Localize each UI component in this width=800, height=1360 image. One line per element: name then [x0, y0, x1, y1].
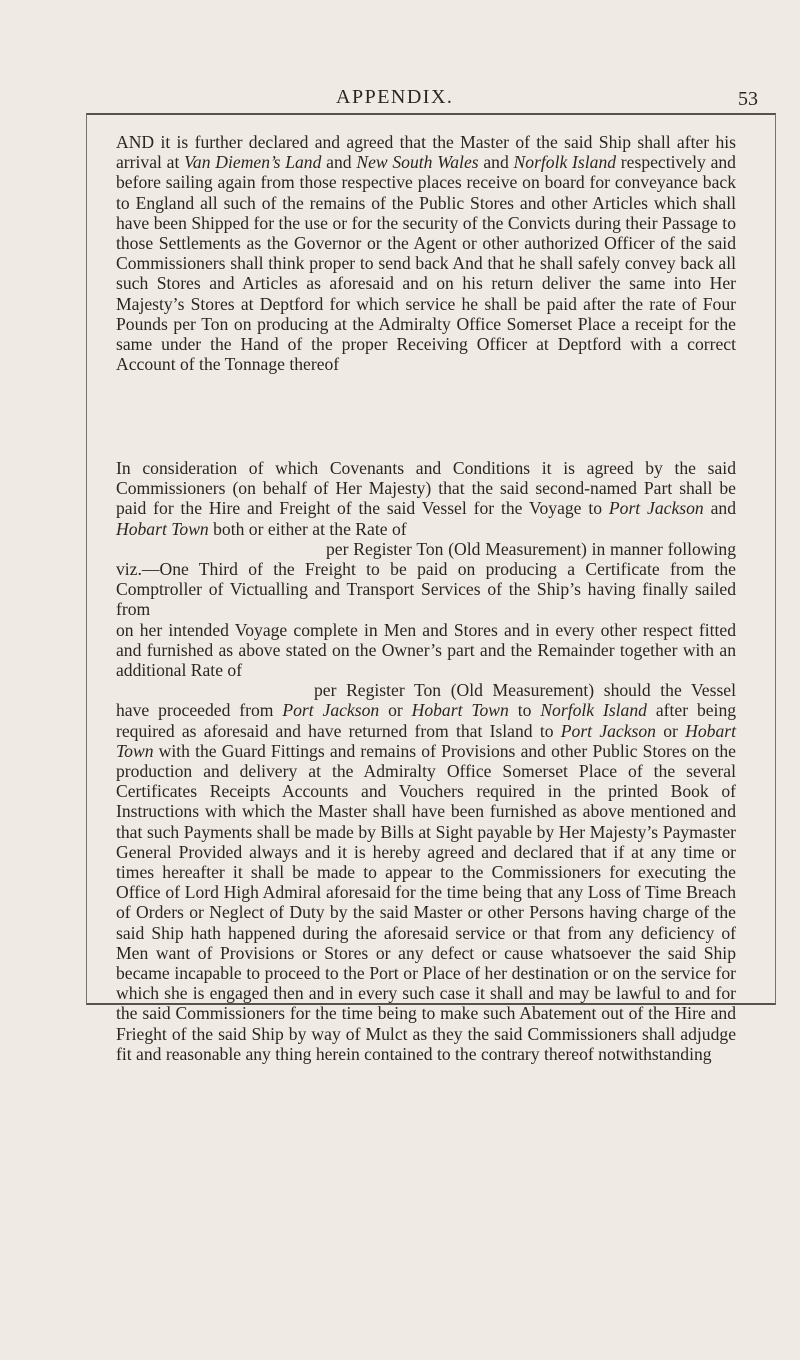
page-number: 53 — [738, 88, 758, 110]
paragraph-consideration-payment — [116, 458, 736, 1064]
text-segment: with the Guard Fittings and remains of Provisions and other Public Stores on the production and delivery at the Admiralty Office Somerset Place of the several Certificates Receipts Accounts and Vouchers required in the printed Book of Instructions with which the Master shall have been furnished as above mentioned and that such Payments shall be made by Bills at Sight payable by Her Majesty’s Paymaster General Provided always and it is hereby agreed and declared that if at any time or times hereafter it shall be made to appear to the Commissioners for executing the Office of Lord High Admiral aforesaid for the time being that any Loss of Time Breach of Orders or Neglect of Duty by the said Master or other Persons having charge of the said Ship hath happened during the aforesaid service or that from any deficiency of Men want of Provisions or Stores or any defect or cause whatsoever the said Ship became incapable to proceed to the Port or Place of her destination or on the service for which she is engaged then and in every such case it shall and may be lawful to and for the said Commissioners for the time being to make such Abatement out of the Hire and Frieght of the said Ship by way of Mulct as they the said Commissioners shall adjudge fit and reasonable any thing herein contained to the contrary thereof notwithstanding — [116, 740, 736, 1064]
running-title: APPENDIX. — [336, 86, 454, 108]
place-name: Van Diemen’s Land — [184, 152, 322, 173]
place-name: Hobart Town — [116, 518, 209, 539]
place-name: Port Jackson — [608, 498, 704, 519]
place-name: New South Wales — [356, 152, 479, 173]
text-segment: to — [508, 700, 541, 721]
text-segment: per Register Ton (Old Measurement) should the Vessel have proceeded from — [116, 680, 736, 721]
page-header — [0, 86, 800, 116]
place-name: Norfolk Island — [540, 700, 647, 721]
place-name: Hobart Town — [411, 700, 509, 721]
text-segment: both or either at the Rate of — [208, 518, 407, 539]
text-segment: respectively and before sailing again from those respective places receive on board for conveyance back to England all such of the remains of the Public Stores and other Articles which shall have been Shipped for the use or for the security of the Convicts during their Passage to those Settlements as the Governor or the Agent or other authorized Officer of the said Commissioners shall think proper to send back And that he shall safely convey back all such Stores and Articles as aforesaid and on his return deliver the same into Her Majesty’s Stores at Deptford for which service he shall be paid after the rate of Four Pounds per Ton on producing at the Admiralty Office Somerset Place a receipt for the same under the Hand of the proper Receiving Officer at Deptford with a correct Account of the Tonnage thereof — [116, 152, 736, 375]
text-segment: and — [321, 152, 357, 173]
place-name: Port Jackson — [282, 700, 380, 721]
text-segment: In consideration of which Covenants and Conditions it is agreed by the said Commissioners (on behalf of Her Majesty) that the said second-named Part shall be paid for the Hire and Freight of the said Vessel for the Voyage to — [116, 458, 736, 519]
text-segment: or — [655, 720, 686, 741]
text-segment: after being required as aforesaid and have returned from that Island to — [116, 700, 737, 741]
text-segment: or — [379, 700, 412, 721]
text-segment: on her intended Voyage complete in Men and Stores and in every other respect fitted and furnished as above stated on the Owner’s part and the Remainder together with an additional Rate of — [116, 619, 736, 681]
paragraph-covenant-return-stores — [116, 132, 736, 374]
text-segment: and — [703, 498, 736, 519]
place-name: Norfolk Island — [513, 152, 617, 173]
text-segment: and — [478, 152, 514, 173]
text-segment: per Register Ton (Old Measurement) in manner following viz.—One Third of the Freight to be paid on producing a Certificate from the Comptroller of Victualling and Transport Services of the Ship’s having finally sailed from — [116, 538, 736, 620]
place-name: Hobart Town — [116, 720, 736, 761]
place-name: Port Jackson — [560, 720, 656, 741]
text-segment: AND it is further declared and agreed that the Master of the said Ship shall after his arrival at — [116, 132, 736, 173]
